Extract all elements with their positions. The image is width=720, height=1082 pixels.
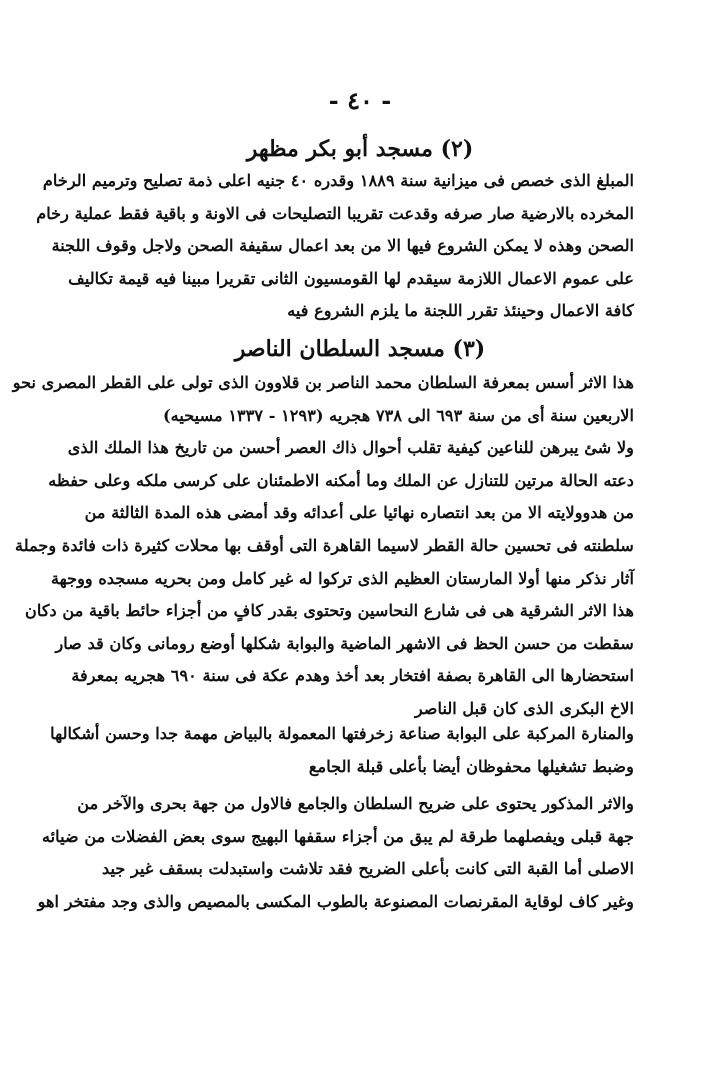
text-line: على عموم الاعمال اللازمة سيقدم لها القومسيون الثانى تقريرا مبينا فيه قيمة تكاليف [68, 268, 634, 288]
text-line: الصحن وهذه لا يمكن الشروع فيها الا من بعد اعمال سقيفة الصحن ولاجل وقوف اللجنة [51, 236, 634, 256]
paragraph-minaret [50, 718, 634, 783]
text-line: والاثر المذكور يحتوى على ضريح السلطان والجامع فالاول من جهة بحرى والآخر من [77, 794, 634, 813]
text-line: من هدوولايته الا من بعد انتصاره نهائيا على أعدائه وقد أمضى هذه المدة الثالثة من [84, 503, 634, 523]
text-line: آثار نذكر منها أولا المارستان العظيم الذى تركوا له غير كامل ومن بحريه مسجده ووجهة [50, 568, 634, 588]
paragraph-tomb-and-mosque [37, 788, 634, 918]
text-line: وغير كاف لوقاية المقرنصات المصنوعة بالطوب المكسى بالمصيص والذى وجد مفتخر اهو [37, 891, 634, 911]
text-line: الاصلى أما القبة التى كانت بأعلى الضريح فقد تلاشت واستبدلت بسقف غير جيد [102, 859, 634, 879]
text-line: هذا الاثر الشرقية هى فى شارع النحاسين وتحتوى بقدر كافٍ من أجزاء حائط باقية من دكان [25, 601, 634, 621]
paragraph-abu-bakr-mazhar [36, 165, 634, 328]
text-line: المخرده بالارضية صار صرفه وقدعت تقريبا التصليحات فى الاونة و باقية فقط عملية رخام [36, 203, 634, 223]
text-line: سلطنته فى تحسين حالة القطر لاسيما القاهرة التى أوقف بها محلات كثيرة ذات فائدة وجملة [15, 535, 634, 555]
text-line: والمنارة المركبة على البوابة صناعة زخرفتها المعمولة بالبياض مهمة جدا وحسن أشكالها [50, 724, 634, 743]
text-line: المبلغ الذى خصص فى ميزانية سنة ١٨٨٩ وقدره ٤٠ جنيه اعلى ذمة تصليح وترميم الرخام [42, 171, 634, 190]
paragraph-sultan-nasir [12, 367, 634, 726]
section-heading-abu-bakr-mazhar: (٢) مسجد أبو بكر مظهر [246, 136, 474, 162]
text-line: هذا الاثر أسس بمعرفة السلطان محمد الناصر بن قلاوون الذى تولى على القطر المصرى نحو [12, 373, 634, 392]
page-number: - ٤٠ - [328, 86, 392, 115]
text-line: ولا شئ يبرهن للناعين كيفية تقلب أحوال ذاك العصر أحسن من تاريخ هذا الملك الذى [67, 438, 634, 458]
section-heading-sultan-nasir: (٣) مسجد السلطان الناصر [234, 336, 486, 362]
text-line: دعته الحالة مرتين للتنازل عن الملك وما أمكنه الاطمئنان على كرسى ملكه وعلى حفظه [48, 470, 634, 490]
text-line: الاربعين سنة أى من سنة ٦٩٣ الى ٧٣٨ هجريه (١٢٩٣ - ١٣٣٧ مسيحيه) [163, 405, 634, 425]
text-line: استحضارها الى القاهرة بصفة افتخار بعد أخذ وهدم عكة فى سنة ٦٩٠ هجريه بمعرفة [71, 666, 634, 686]
text-line: الاخ البكرى الذى كان قبل الناصر [414, 698, 634, 718]
text-line: كافة الاعمال وحينئذ تقرر اللجنة ما يلزم الشروع فيه [287, 301, 634, 321]
text-line: سقطت من حسن الحظ فى الاشهر الماضية والبوابة شكلها أوضع رومانى وكان قد صار [55, 633, 634, 653]
text-line: جهة قبلى ويفصلهما طرقة لم يبق من أجزاء سقفها البهيج سوى بعض الفضلات من ضيائه [41, 826, 634, 846]
text-line: وضبط تشغيلها محفوظان أيضا بأعلى قبلة الجامع [308, 756, 634, 776]
